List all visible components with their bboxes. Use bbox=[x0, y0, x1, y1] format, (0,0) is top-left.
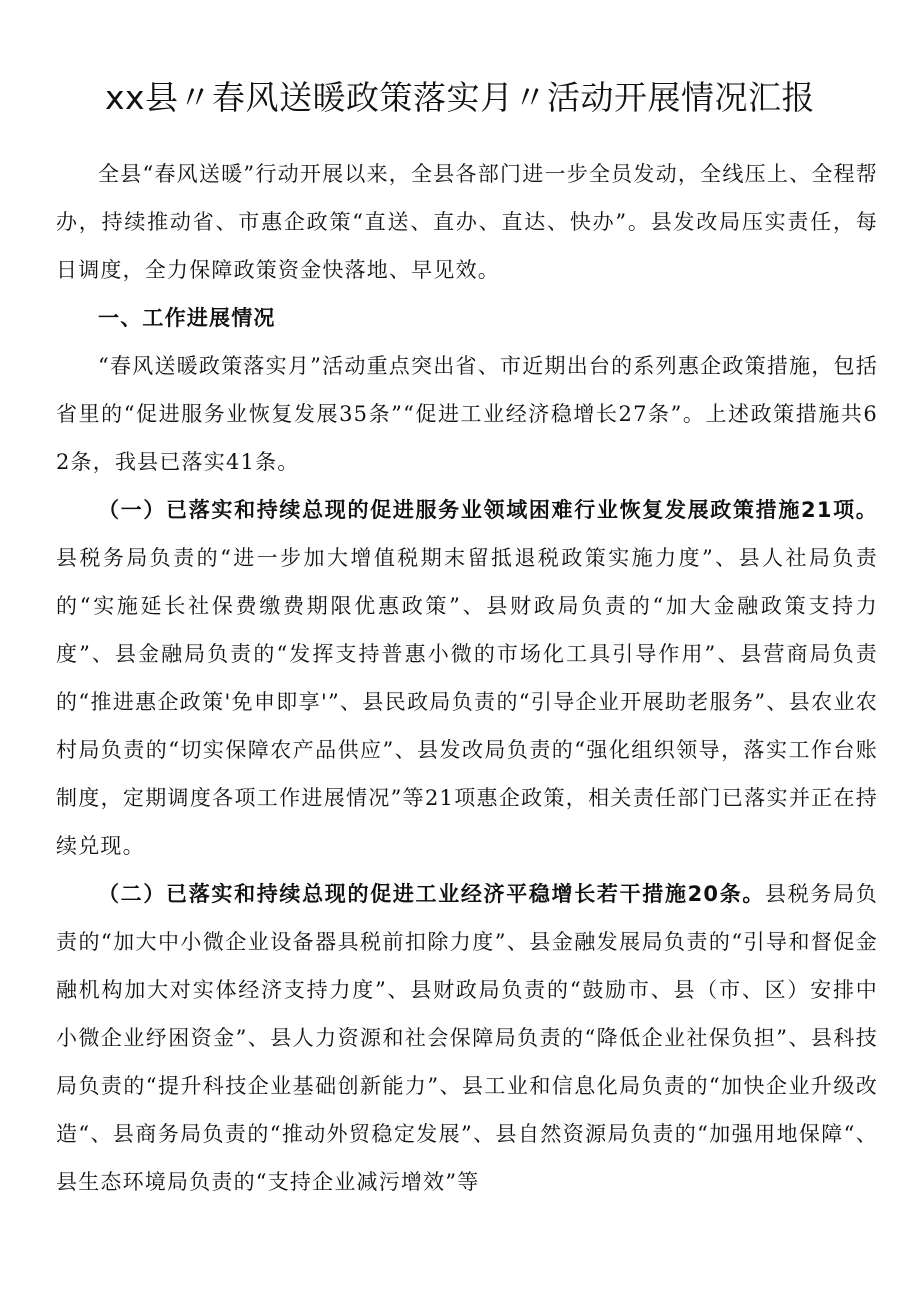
item-paragraph-industrial-economy bbox=[56, 870, 878, 1206]
item-lead-service-industry: （一）已落实和持续总现的促进服务业领域困难行业恢复发展政策措施21项。 bbox=[98, 498, 878, 522]
item-paragraph-service-industry bbox=[56, 486, 878, 870]
item-lead-industrial-economy: （二）已落实和持续总现的促进工业经济平稳增长若干措施20条。 bbox=[98, 882, 766, 906]
item-body-service-industry: 县税务局负责的“进一步加大增值税期末留抵退税政策实施力度”、县人社局负责的“实施延长社保费缴费期限优惠政策”、县财政局负责的“加大金融政策支持力度”、县金融局负责的“发挥支持普惠小微的市场化工具引导作用”、县营商局负责的“推进惠企政策'免申即享'”、县民政局负责的“引导企业开展助老服务”、县农业农村局负责的“切实保障农产品供应”、县发改局负责的“强化组织领导，落实工作台账制度，定期调度各项工作进展情况”等21项惠企政策，相关责任部门已落实并正在持续兑现。 bbox=[56, 546, 878, 858]
section-heading-work-progress: 一、工作进展情况 bbox=[98, 306, 276, 330]
document-body bbox=[56, 150, 878, 1206]
section-paragraph-policy-summary: “春风送暖政策落实月”活动重点突出省、市近期出台的系列惠企政策措施，包括省里的“促进服务业恢复发展35条”“促进工业经济稳增长27条”。上述政策措施共62条，我县已落实41条。 bbox=[56, 354, 878, 474]
document-title: xx县〃春风送暖政策落实月〃活动开展情况汇报 bbox=[104, 78, 816, 117]
item-body-industrial-economy: 县税务局负责的“加大中小微企业设备器具税前扣除力度”、县金融发展局负责的“引导和督促金融机构加大对实体经济支持力度”、县财政局负责的“鼓励市、县（市、区）安排中小微企业纾困资金”、县人力资源和社会保障局负责的“降低企业社保负担”、县科技局负责的“提升科技企业基础创新能力”、县工业和信息化局负责的“加快企业升级改造“、县商务局负责的“推动外贸稳定发展”、县自然资源局负责的“加强用地保障“、县生态环境局负责的“支持企业减污增效”等 bbox=[56, 882, 878, 1194]
intro-paragraph: 全县“春风送暖”行动开展以来，全县各部门进一步全员发动，全线压上、全程帮办，持续推动省、市惠企政策“直送、直办、直达、快办”。县发改局压实责任，每日调度，全力保障政策资金快落地、早见效。 bbox=[56, 162, 878, 282]
